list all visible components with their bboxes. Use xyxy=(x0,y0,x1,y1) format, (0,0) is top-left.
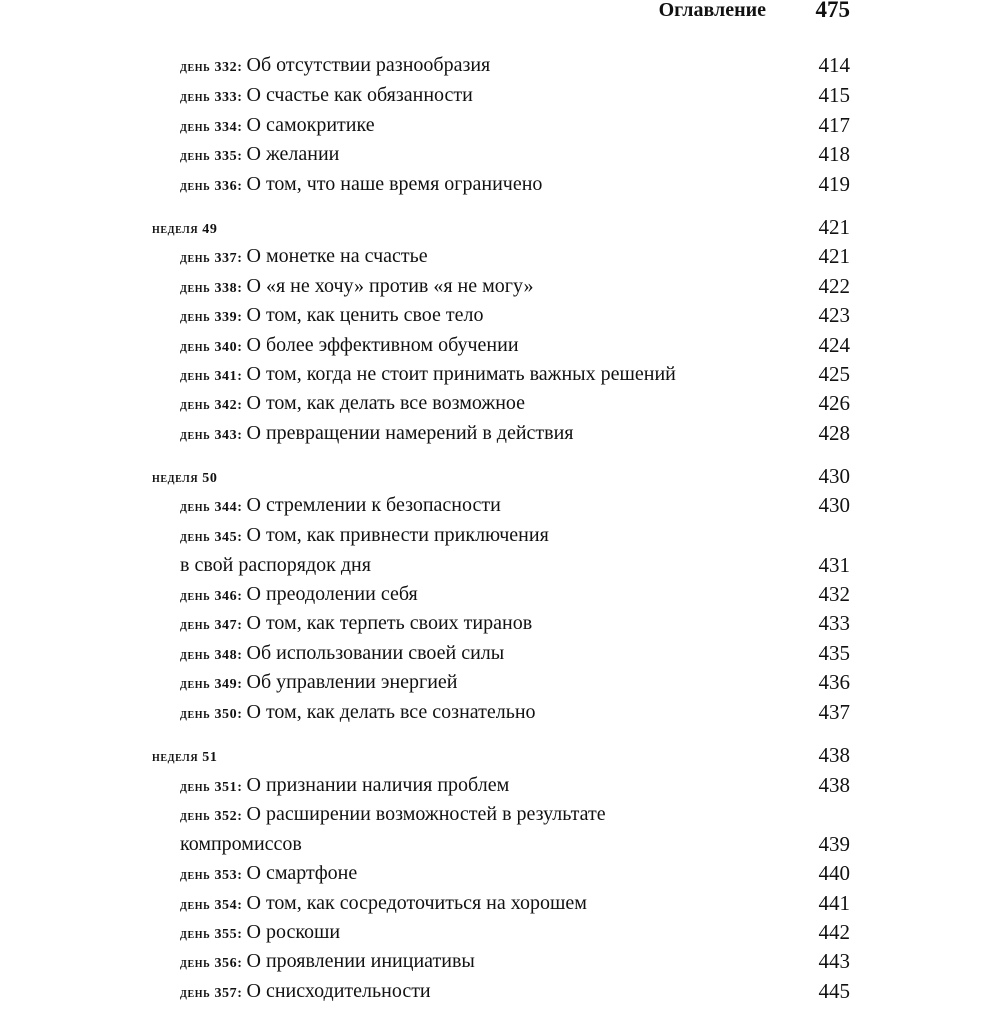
toc-entry xyxy=(180,829,850,859)
toc-entry xyxy=(180,858,850,888)
entry-title: О том, как терпеть своих тиранов xyxy=(246,612,533,634)
day-label: день 357: xyxy=(180,986,243,1001)
toc-entry xyxy=(180,300,850,330)
toc-entry xyxy=(180,418,850,448)
entry-page-number: 422 xyxy=(818,274,850,298)
entry-title: О том, как делать все сознательно xyxy=(246,701,536,723)
toc-week-heading xyxy=(152,212,850,242)
day-label: день 345: xyxy=(180,530,243,545)
toc-entry xyxy=(180,50,850,80)
entry-title: О превращении намерений в действия xyxy=(246,422,574,444)
entry-title: О том, как ценить свое тело xyxy=(246,304,484,326)
page-number: 475 xyxy=(815,0,850,22)
day-label: день 348: xyxy=(180,648,243,663)
entry-page-number: 431 xyxy=(818,553,850,577)
toc-entry xyxy=(180,110,850,140)
day-label: день 340: xyxy=(180,340,243,355)
day-label: день 334: xyxy=(180,120,243,135)
entry-title: О «я не хочу» против «я не могу» xyxy=(246,275,534,297)
day-label: день 356: xyxy=(180,956,243,971)
toc-week-heading xyxy=(152,740,850,770)
day-label: день 349: xyxy=(180,677,243,692)
entry-page-number: 438 xyxy=(818,743,850,767)
entry-title: О стремлении к безопасности xyxy=(246,494,501,516)
entry-page-number: 424 xyxy=(818,333,850,357)
toc-entry xyxy=(180,976,850,1006)
entry-page-number: 435 xyxy=(818,641,850,665)
toc-entry xyxy=(180,697,850,727)
toc-entry xyxy=(180,888,850,918)
entry-page-number: 414 xyxy=(818,53,850,77)
entry-page-number: 441 xyxy=(818,891,850,915)
day-label: день 355: xyxy=(180,927,243,942)
day-label: день 346: xyxy=(180,589,243,604)
entry-title: О более эффективном обучении xyxy=(246,334,519,356)
toc-entry xyxy=(180,241,850,271)
toc-entry xyxy=(180,271,850,301)
day-label: день 336: xyxy=(180,179,243,194)
week-label: неделя 50 xyxy=(152,471,218,486)
entry-title: Об использовании своей силы xyxy=(246,642,505,664)
day-label: день 335: xyxy=(180,149,243,164)
day-label: день 339: xyxy=(180,310,243,325)
toc-entry xyxy=(180,520,850,550)
entry-title: Об управлении энергией xyxy=(246,671,458,693)
toc-entry xyxy=(180,946,850,976)
entry-title: О проявлении инициативы xyxy=(246,950,475,972)
toc-entry xyxy=(180,490,850,520)
entry-title: О том, как сосредоточиться на хорошем xyxy=(246,892,587,914)
entry-page-number: 436 xyxy=(818,670,850,694)
toc-entry xyxy=(180,330,850,360)
toc-entry xyxy=(180,770,850,800)
entry-title: О расширении возможностей в результате xyxy=(246,803,606,825)
entry-page-number: 428 xyxy=(818,421,850,445)
entry-page-number: 421 xyxy=(818,244,850,268)
entry-page-number: 432 xyxy=(818,582,850,606)
entry-title: О монетке на счастье xyxy=(246,245,428,267)
day-label: день 333: xyxy=(180,90,243,105)
day-label: день 337: xyxy=(180,251,243,266)
week-label: неделя 49 xyxy=(152,222,218,237)
entry-page-number: 430 xyxy=(818,464,850,488)
entry-title: О том, как делать все возможное xyxy=(246,392,526,414)
day-label: день 343: xyxy=(180,428,243,443)
entry-page-number: 430 xyxy=(818,493,850,517)
day-label: день 347: xyxy=(180,618,243,633)
entry-page-number: 445 xyxy=(818,979,850,1003)
day-label: день 350: xyxy=(180,707,243,722)
entry-page-number: 423 xyxy=(818,303,850,327)
toc-entry xyxy=(180,608,850,638)
entry-page-number: 415 xyxy=(818,83,850,107)
toc-entry xyxy=(180,667,850,697)
entry-title: О счастье как обязанности xyxy=(246,84,473,106)
day-label: день 351: xyxy=(180,780,243,795)
entry-title: компромиссов xyxy=(180,833,302,855)
toc-entry xyxy=(180,917,850,947)
toc-entry xyxy=(180,799,850,829)
day-label: день 354: xyxy=(180,898,243,913)
day-label: день 332: xyxy=(180,60,243,75)
entry-page-number: 421 xyxy=(818,215,850,239)
toc-entry xyxy=(180,388,850,418)
day-label: день 341: xyxy=(180,369,243,384)
toc-week-heading xyxy=(152,461,850,491)
entry-page-number: 439 xyxy=(818,832,850,856)
running-head xyxy=(0,0,1000,26)
entry-page-number: 443 xyxy=(818,949,850,973)
week-label: неделя 51 xyxy=(152,750,218,765)
entry-title: О смартфоне xyxy=(246,862,358,884)
entry-page-number: 425 xyxy=(818,362,850,386)
entry-title: О том, как привнести приключения xyxy=(246,524,549,546)
entry-page-number: 437 xyxy=(818,700,850,724)
toc-entry xyxy=(180,638,850,668)
entry-title: О признании наличия проблем xyxy=(246,774,510,796)
toc-entry xyxy=(180,579,850,609)
day-label: день 338: xyxy=(180,281,243,296)
entry-title: О желании xyxy=(246,143,340,165)
entry-page-number: 440 xyxy=(818,861,850,885)
toc-entry xyxy=(180,359,850,389)
toc-entry xyxy=(180,169,850,199)
entry-page-number: 426 xyxy=(818,391,850,415)
day-label: день 352: xyxy=(180,809,243,824)
entry-title: О самокритике xyxy=(246,114,375,136)
day-label: день 353: xyxy=(180,868,243,883)
entry-page-number: 417 xyxy=(818,113,850,137)
toc-entry xyxy=(180,550,850,580)
entry-title: О преодолении себя xyxy=(246,583,418,605)
entry-title: О том, когда не стоит принимать важных решений xyxy=(246,363,676,385)
entry-page-number: 418 xyxy=(818,142,850,166)
entry-page-number: 442 xyxy=(818,920,850,944)
section-title: Оглавление xyxy=(658,0,766,21)
entry-title: в свой распорядок дня xyxy=(180,554,371,576)
entry-page-number: 438 xyxy=(818,773,850,797)
day-label: день 344: xyxy=(180,500,243,515)
entry-title: Об отсутствии разнообразия xyxy=(246,54,491,76)
entry-title: О роскоши xyxy=(246,921,341,943)
entry-page-number: 433 xyxy=(818,611,850,635)
entry-title: О том, что наше время ограничено xyxy=(246,173,543,195)
toc-entry xyxy=(180,80,850,110)
day-label: день 342: xyxy=(180,398,243,413)
toc-entry xyxy=(180,139,850,169)
entry-page-number: 419 xyxy=(818,172,850,196)
entry-title: О снисходительности xyxy=(246,980,431,1002)
